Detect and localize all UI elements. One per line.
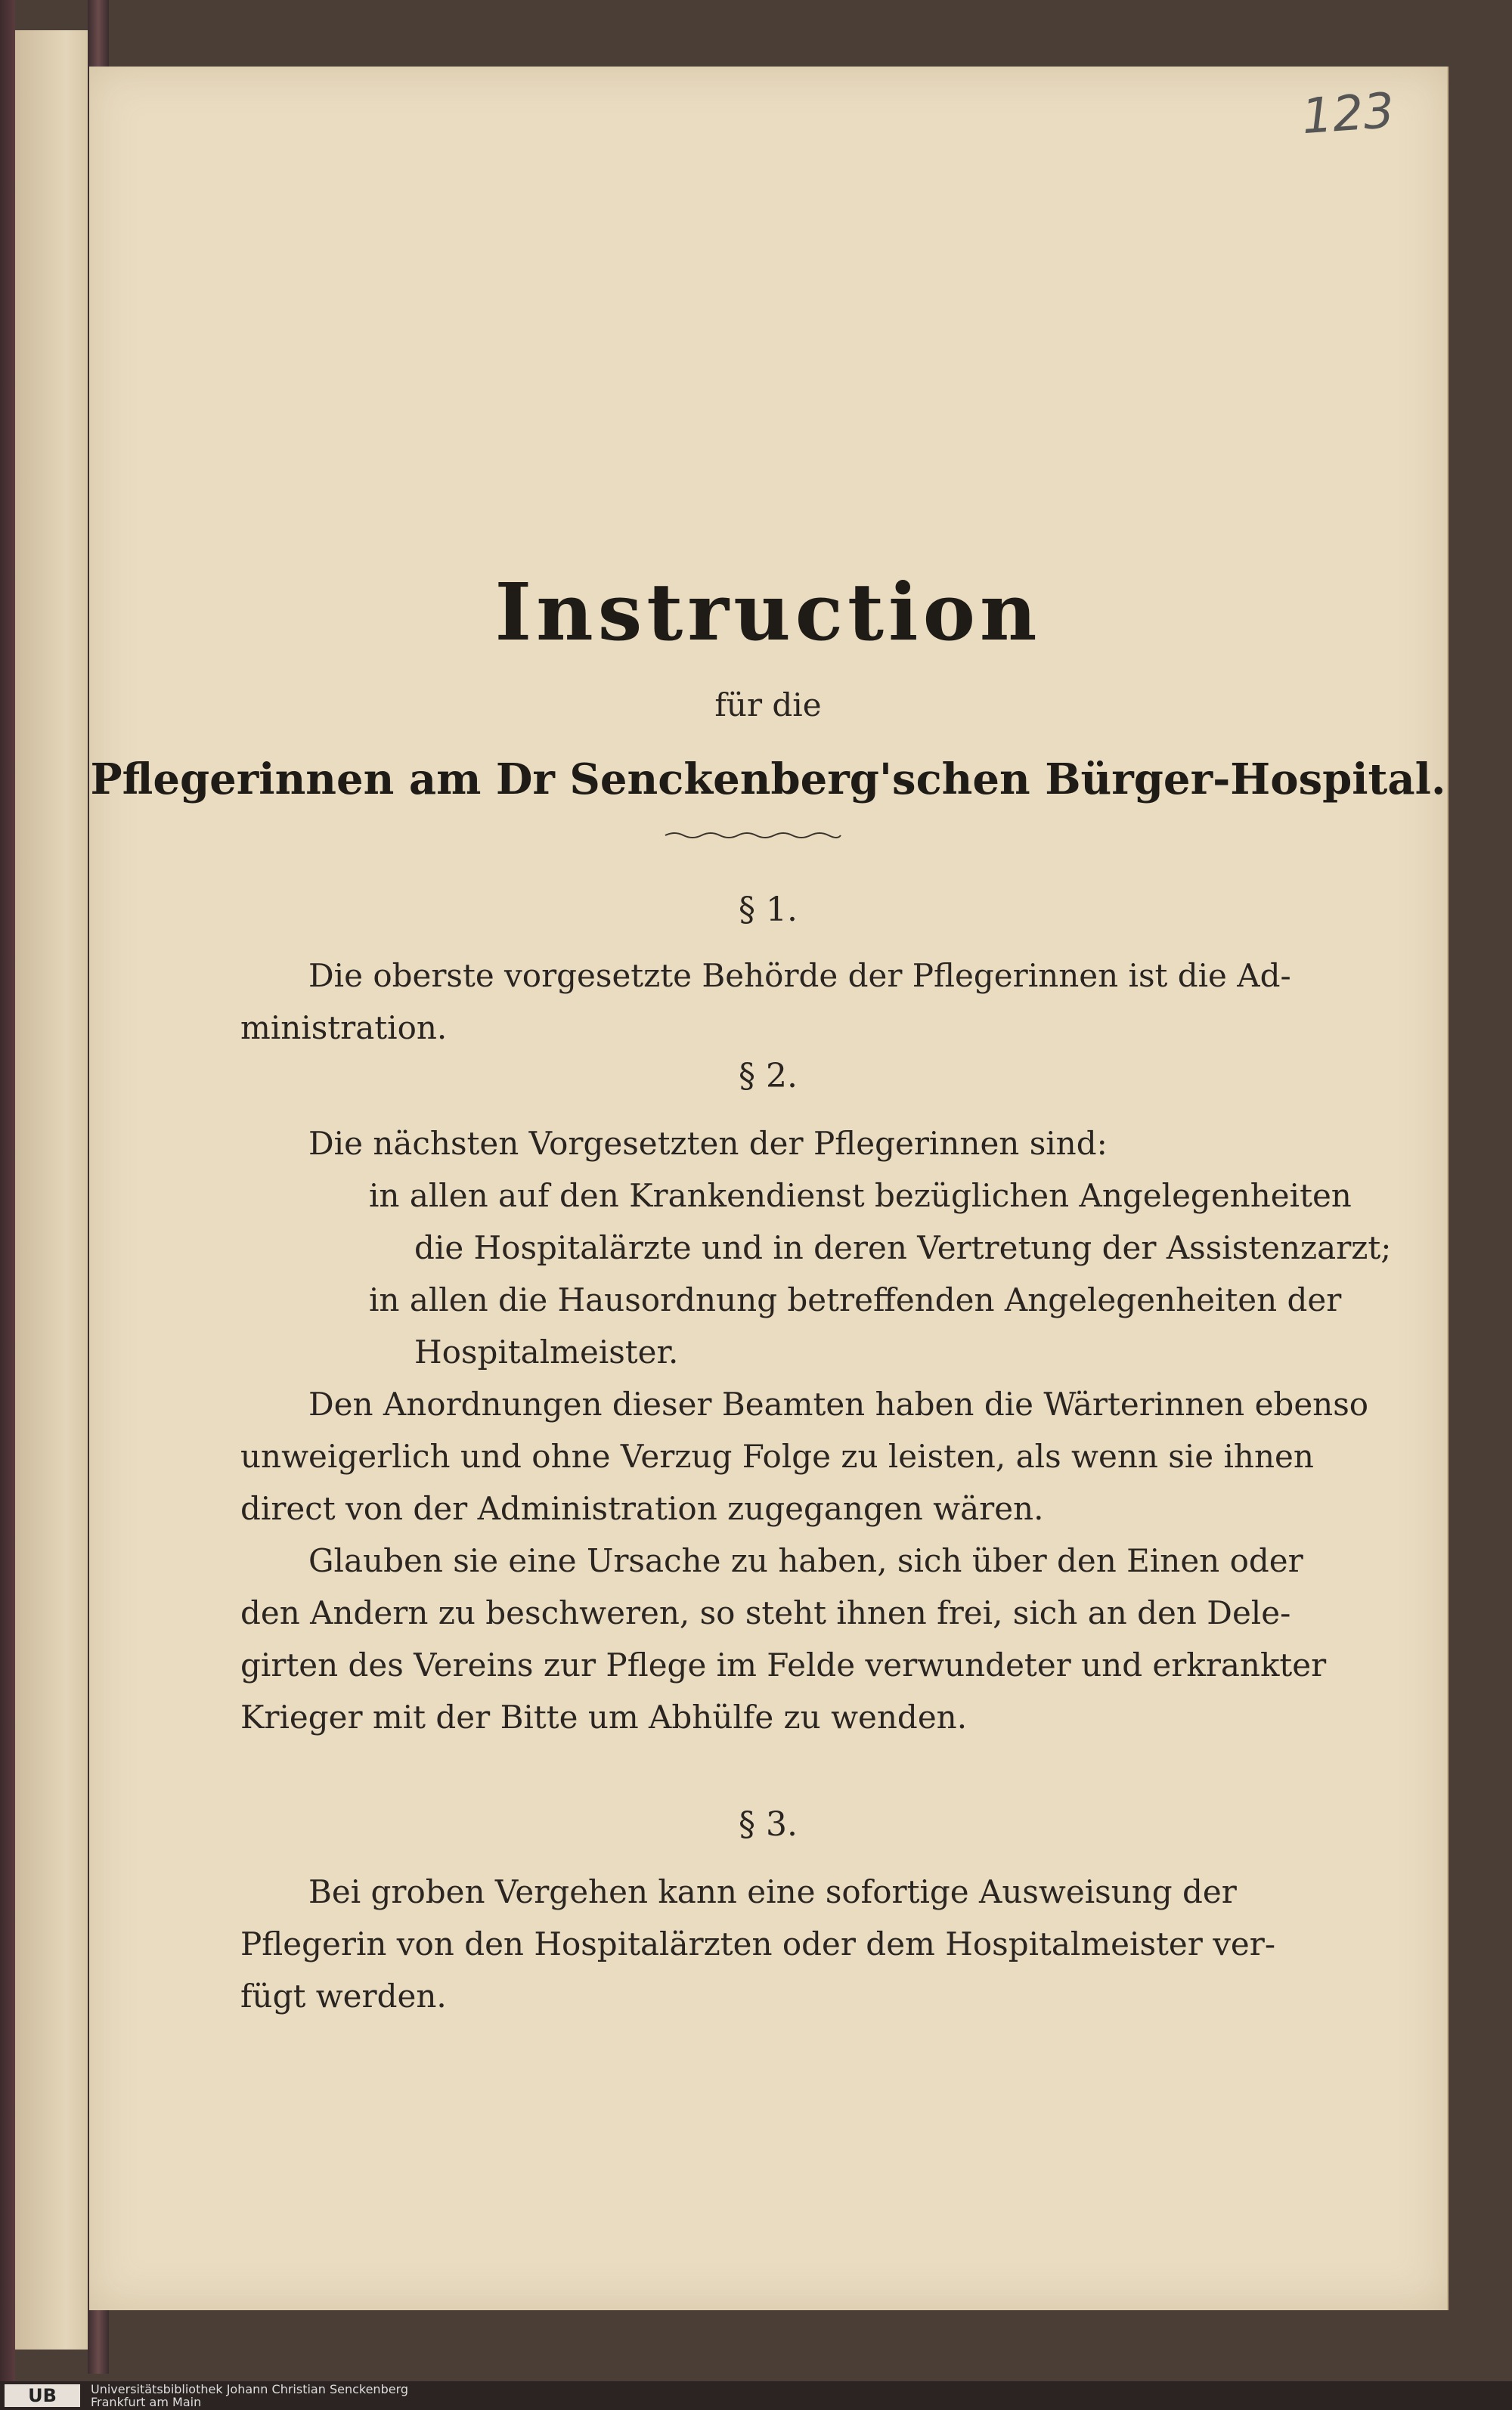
library-credit (91, 2383, 408, 2408)
text-line: Die oberste vorgesetzte Behörde der Pflegerinnen ist die Ad- (308, 957, 1291, 994)
text-line: Bei groben Vergehen kann eine sofortige Ausweisung der (308, 1873, 1237, 1910)
text-line: Glauben sie eine Ursache zu haben, sich über den Einen oder (308, 1542, 1303, 1579)
text-line: direct von der Administration zugegangen wären. (240, 1490, 1044, 1527)
section-symbol-3: § 3. (739, 1805, 798, 1844)
ornament-divider (664, 830, 842, 841)
handwritten-page-number: 123 (1300, 82, 1396, 146)
library-city: Frankfurt am Main (91, 2395, 202, 2409)
document-subtitle: für die (714, 686, 822, 723)
text-line: den Andern zu beschweren, so steht ihnen frei, sich an den Dele- (240, 1594, 1291, 1631)
section-3-text (240, 1866, 1359, 2022)
book-binding-left (0, 0, 15, 2410)
text-line: Die nächsten Vorgesetzten der Pflegerinnen sind: (308, 1125, 1108, 1162)
text-line: girten des Vereins zur Pflege im Felde verwundeter und erkrankter (240, 1646, 1327, 1684)
text-line: die Hospitalärzte und in deren Vertretung der Assistenzarzt; (414, 1229, 1392, 1266)
text-line: Hospitalmeister. (414, 1334, 679, 1371)
section-symbol-2: § 2. (739, 1057, 798, 1095)
text-line: Krieger mit der Bitte um Abhülfe zu wenden. (240, 1699, 968, 1736)
facing-page-edge (15, 30, 89, 2350)
scanned-page (89, 67, 1448, 2310)
section-2-text (240, 1117, 1392, 1743)
text-line: in allen die Hausordnung betreffenden Angelegenheiten der (369, 1281, 1342, 1318)
library-logo: UB (5, 2384, 80, 2407)
library-name: Universitätsbibliothek Johann Christian Senckenberg (91, 2382, 409, 2396)
section-symbol-1: § 1. (739, 891, 798, 929)
text-line: Den Anordnungen dieser Beamten haben die Wärterinnen ebenso (308, 1386, 1369, 1423)
text-line: in allen auf den Krankendienst bezüglichen Angelegenheiten (369, 1177, 1352, 1214)
text-line: Pflegerin von den Hospitalärzten oder dem Hospitalmeister ver- (240, 1925, 1276, 1962)
document-title: Instruction (494, 565, 1042, 658)
text-line: unweigerlich und ohne Verzug Folge zu leisten, als wenn sie ihnen (240, 1438, 1314, 1475)
text-line: fügt werden. (240, 1978, 447, 2015)
text-line: ministration. (240, 1009, 448, 1046)
section-1-text (240, 949, 1359, 1054)
document-heading: Pflegerinnen am Dr Senckenberg'schen Bürger-Hospital. (90, 754, 1446, 804)
